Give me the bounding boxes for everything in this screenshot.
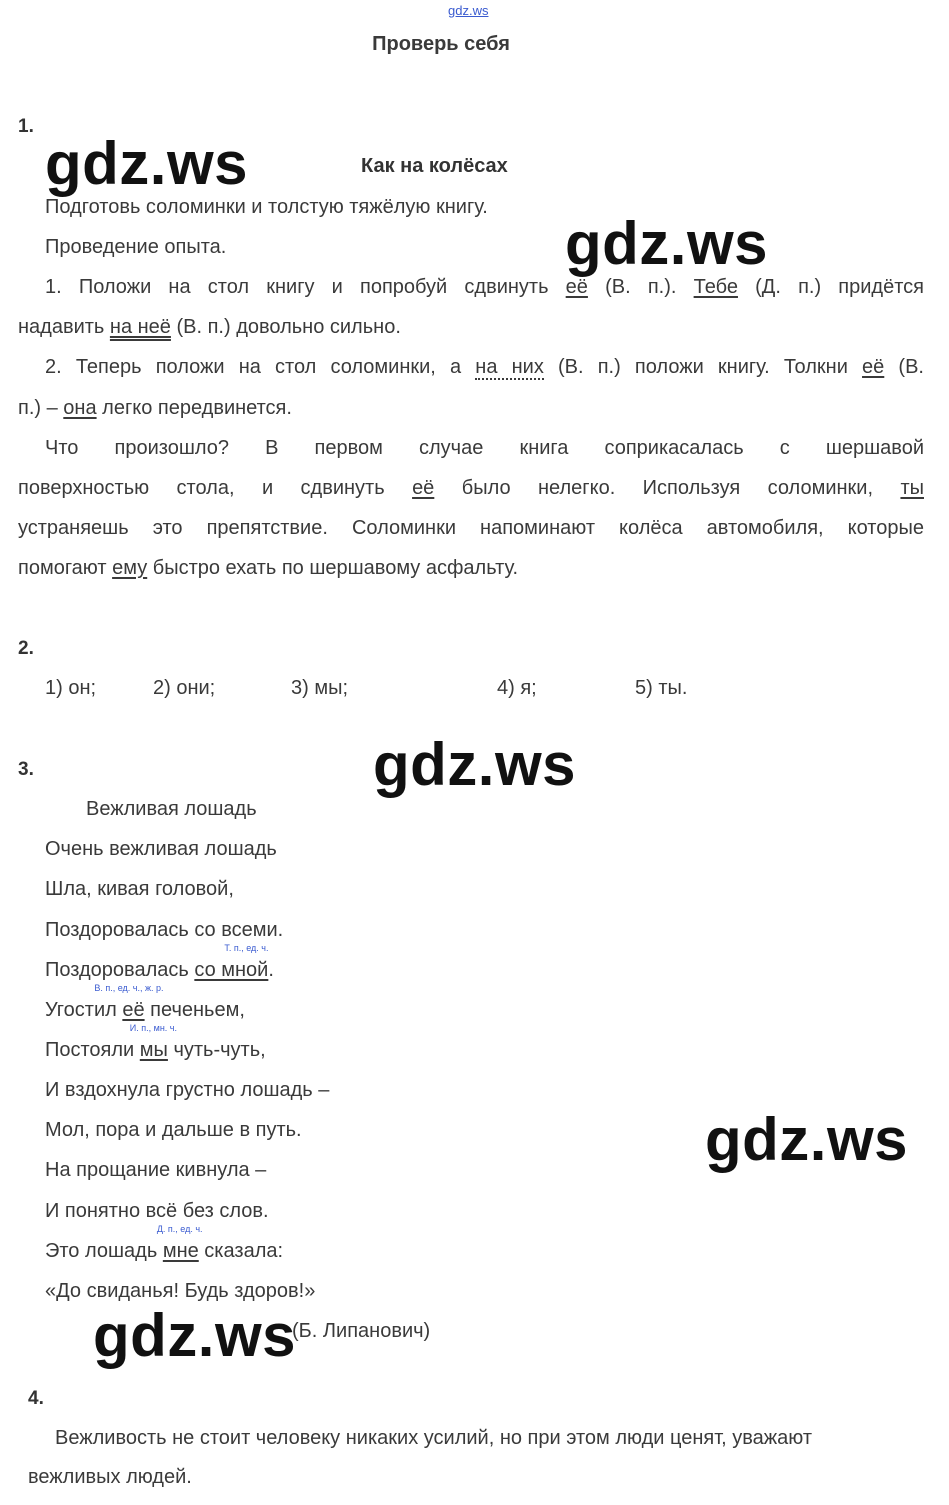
task-1-p2-line-b bbox=[18, 398, 292, 418]
task-1-p2-line-a bbox=[45, 357, 924, 377]
text: было нелегко. Используя соломинки, bbox=[434, 477, 901, 499]
text: п.) – bbox=[18, 397, 64, 419]
pronoun: её bbox=[412, 477, 435, 499]
page-title: Проверь себя bbox=[372, 33, 510, 55]
text: поверхностью стола, и сдвинуть bbox=[18, 477, 413, 499]
task-2-answer-5: 5) ты. bbox=[635, 677, 688, 699]
task-1-line-2: Проведение опыта. bbox=[45, 236, 227, 258]
text: Это лошадь bbox=[45, 1240, 163, 1262]
text: 1. Положи на стол книгу и попробуй сдвинуть bbox=[45, 276, 566, 298]
pronoun: ты bbox=[900, 477, 924, 499]
text: (Д. п.) придётся bbox=[737, 276, 924, 298]
poem-line-11 bbox=[45, 1224, 284, 1262]
watermark-3: gdz.ws bbox=[373, 731, 577, 798]
task-2-number: 2. bbox=[18, 638, 34, 659]
watermark-5: gdz.ws bbox=[93, 1302, 297, 1369]
text: печеньем, bbox=[144, 999, 245, 1021]
grammar-note: Т. п., ед. ч. bbox=[224, 943, 269, 953]
pronoun: она bbox=[63, 397, 97, 419]
task-1-p1-line-b bbox=[18, 317, 401, 337]
pronoun: мне bbox=[162, 1240, 199, 1262]
poem-line-9: На прощание кивнула – bbox=[45, 1159, 267, 1181]
text: Постояли bbox=[45, 1039, 140, 1061]
text: быстро ехать по шершавому асфальту. bbox=[147, 557, 519, 579]
task-1-p3-line-a: Что произошло? В первом случае книга соприкасалась с шершавой bbox=[45, 437, 924, 459]
text: . bbox=[268, 959, 274, 981]
task-4-number: 4. bbox=[28, 1388, 44, 1409]
pronoun: её bbox=[122, 999, 145, 1021]
text: помогают bbox=[18, 557, 113, 579]
text: легко передвинется. bbox=[96, 397, 292, 419]
poem-title: Вежливая лошадь bbox=[86, 798, 257, 820]
text: 2. Теперь положи на стол соломинки, а bbox=[45, 356, 476, 378]
text: (В. п.) довольно сильно. bbox=[170, 316, 401, 338]
annotated-pronoun bbox=[129, 1023, 177, 1061]
pronoun: на них bbox=[475, 356, 544, 378]
task-4-line-1: Вежливость не стоит человеку никаких усилий, но при этом люди ценят, уважают bbox=[55, 1427, 813, 1449]
text: (В. п.) положи книгу. Толкни bbox=[543, 356, 863, 378]
poem-line-1: Очень вежливая лошадь bbox=[45, 838, 277, 860]
task-1-number: 1. bbox=[18, 116, 34, 137]
grammar-note: Д. п., ед. ч. bbox=[156, 1224, 203, 1234]
annotated-pronoun bbox=[94, 983, 164, 1021]
grammar-note: В. п., ед. ч., ж. р. bbox=[94, 983, 164, 993]
text: (В. п.). bbox=[587, 276, 694, 298]
pronoun: мы bbox=[139, 1039, 168, 1061]
pronoun: ему bbox=[112, 557, 148, 579]
text: сказала: bbox=[198, 1240, 284, 1262]
task-2-answer-2: 2) они; bbox=[153, 677, 216, 699]
task-1-p1-line-a bbox=[45, 277, 924, 297]
poem-author: (Б. Липанович) bbox=[292, 1320, 431, 1342]
text: Угостил bbox=[45, 999, 123, 1021]
poem-line-4 bbox=[45, 943, 274, 981]
poem-line-10: И понятно всё без слов. bbox=[45, 1200, 269, 1222]
task-1-heading: Как на колёсах bbox=[361, 155, 508, 177]
task-3-number: 3. bbox=[18, 759, 34, 780]
watermark-2: gdz.ws bbox=[565, 210, 769, 277]
annotated-pronoun bbox=[194, 943, 269, 981]
top-watermark: gdz.ws bbox=[448, 3, 489, 18]
task-1-p3-line-b bbox=[18, 478, 924, 498]
watermark-1: gdz.ws bbox=[45, 130, 249, 197]
watermark-4: gdz.ws bbox=[705, 1106, 909, 1173]
pronoun: её bbox=[862, 356, 885, 378]
task-1-p3-line-c: устраняешь это препятствие. Соломинки напоминают колёса автомобиля, которые bbox=[18, 517, 924, 539]
pronoun: её bbox=[565, 276, 588, 298]
poem-line-7: И вздохнула грустно лошадь – bbox=[45, 1079, 330, 1101]
pronoun: Тебе bbox=[693, 276, 738, 298]
task-1-p3-line-d bbox=[18, 558, 518, 578]
pronoun: со мной bbox=[194, 959, 269, 981]
text: Поздоровалась bbox=[45, 959, 195, 981]
task-1-line-1: Подготовь соломинки и толстую тяжёлую книгу. bbox=[45, 196, 488, 218]
poem-line-6 bbox=[45, 1023, 266, 1061]
poem-line-12: «До свиданья! Будь здоров!» bbox=[45, 1280, 316, 1302]
poem-line-3: Поздоровалась со всеми. bbox=[45, 919, 284, 941]
poem-line-2: Шла, кивая головой, bbox=[45, 878, 234, 900]
annotated-pronoun bbox=[156, 1224, 203, 1262]
grammar-note: И. п., мн. ч. bbox=[129, 1023, 177, 1033]
poem-line-5 bbox=[45, 983, 245, 1021]
text: чуть-чуть, bbox=[167, 1039, 266, 1061]
task-2-answer-1: 1) он; bbox=[45, 677, 97, 699]
task-4-line-2: вежливых людей. bbox=[28, 1466, 192, 1488]
text: (В. bbox=[884, 356, 924, 378]
poem-line-8: Мол, пора и дальше в путь. bbox=[45, 1119, 302, 1141]
task-2-answer-4: 4) я; bbox=[497, 677, 537, 699]
text: надавить bbox=[18, 316, 110, 338]
task-2-answer-3: 3) мы; bbox=[291, 677, 349, 699]
pronoun: на неё bbox=[109, 316, 171, 338]
